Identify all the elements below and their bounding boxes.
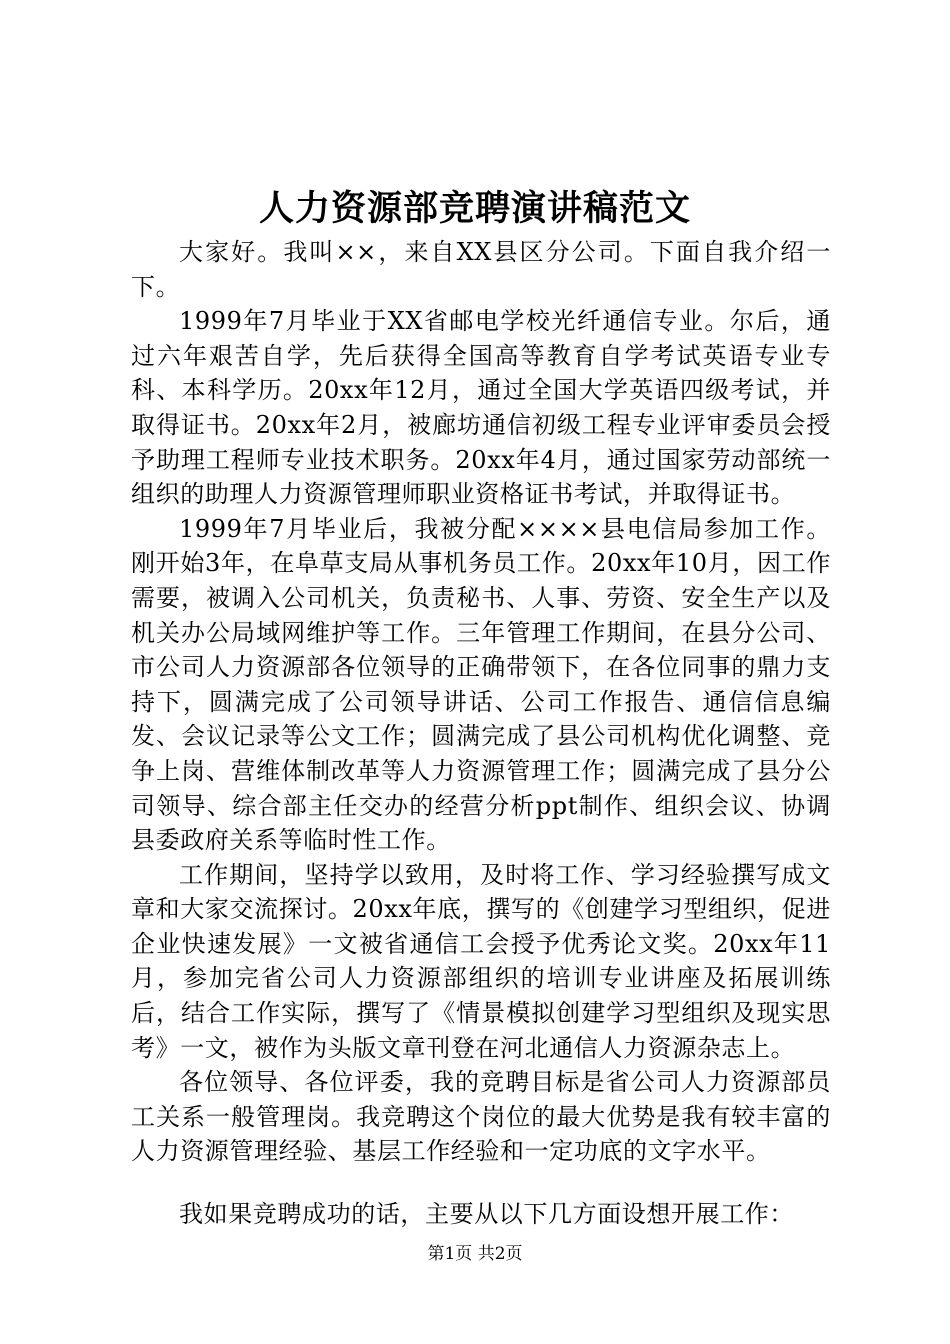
paragraph-plan-intro: 我如果竞聘成功的话，主要从以下几方面设想开展工作： [179, 1200, 794, 1229]
paragraph-work-history: 1999年7月毕业后，我被分配××××县电信局参加工作。刚开始3年，在阜草支局从事机务员工作。20xx年10月，因工作需要，被调入公司机关，负责秘书、人事、劳资、安全生产以及机关办公局域网维护等工作。三年管理工作期间，在县分公司、市公司人力资源部各位领导的正确带领下，在各位同事的鼎力支持下，圆满完成了公司领导讲话、公司工作报告、通信信息编发、会议记录等公文工作；圆满完成了县公司机构优化调整、竞争上岗、营维体制改革等人力资源管理工作；圆满完成了县分公司领导、综合部主任交办的经营分析ppt制作、组织会议、协调县委政府关系等临时性工作。 [131, 514, 831, 855]
paragraph-education: 1999年7月毕业于XX省邮电学校光纤通信专业。尔后，通过六年艰苦自学，先后获得全国高等教育自学考试英语专业专科、本科学历。20xx年12月，通过全国大学英语四级考试，并取得证书。20xx年2月，被廊坊通信初级工程专业评审委员会授予助理工程师专业技术职务。20xx年4月，通过国家劳动部统一组织的助理人力资源管理师职业资格证书考试，并取得证书。 [131, 307, 831, 509]
paragraph-goal: 各位领导、各位评委，我的竞聘目标是省公司人力资源部员工关系一般管理岗。我竞聘这个岗位的最大优势是我有较丰富的人力资源管理经验、基层工作经验和一定功底的文字水平。 [131, 1068, 831, 1166]
document-title: 人力资源部竞聘演讲稿范文 [258, 188, 691, 229]
paragraph-greeting: 大家好。我叫××，来自XX县区分公司。下面自我介绍一下。 [131, 238, 831, 301]
paragraph-achievements: 工作期间，坚持学以致用，及时将工作、学习经验撰写成文章和大家交流探讨。20xx年底，撰写的《创建学习型组织，促进企业快速发展》一文被省通信工会授予优秀论文奖。20xx年11月，参加完省公司人力资源部组织的培训专业讲座及拓展训练后，结合工作实际，撰写了《情景模拟创建学习型组织及现实思考》一文，被作为头版文章刊登在河北通信人力资源杂志上。 [131, 860, 831, 1062]
page-footer: 第1页 共2页 [427, 1244, 523, 1264]
document-body [131, 235, 831, 1232]
